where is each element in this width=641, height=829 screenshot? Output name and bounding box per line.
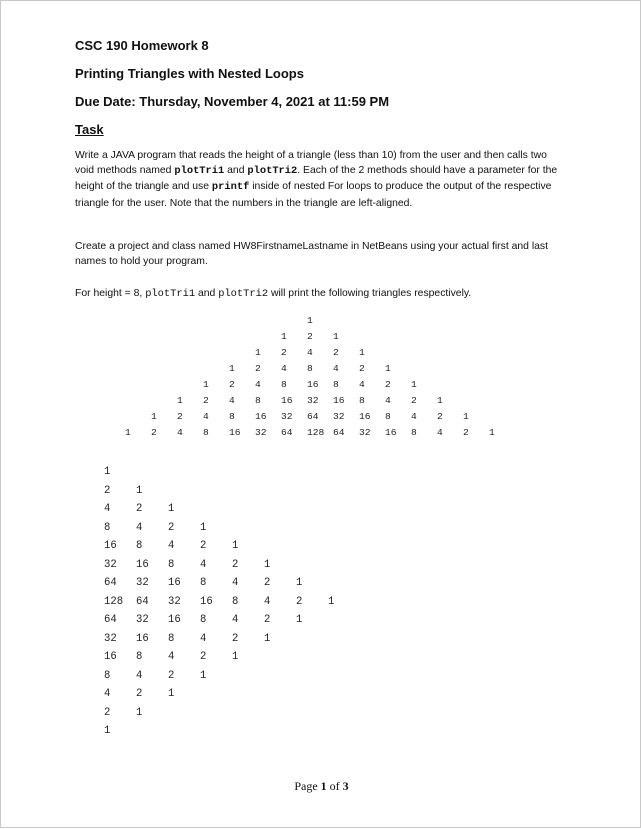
triangle-one-number: 16 xyxy=(359,411,371,422)
triangle-two-number: 1 xyxy=(200,670,207,682)
para3-text-b: and xyxy=(195,288,219,299)
footer-page-label: Page xyxy=(294,779,321,793)
triangle-one-number: 64 xyxy=(333,427,345,438)
triangle-one-number: 32 xyxy=(359,427,371,438)
triangle-one-number: 64 xyxy=(281,427,293,438)
triangle-two-number: 8 xyxy=(104,670,111,682)
triangle-two-number: 1 xyxy=(232,651,239,663)
triangle-two-number: 4 xyxy=(232,577,239,589)
triangle-one-number: 32 xyxy=(333,411,345,422)
project-paragraph: Create a project and class named HW8FirstnameLastname in NetBeans using your actual first and last names to hold your program. xyxy=(75,241,549,268)
triangle-one-number: 1 xyxy=(385,363,391,374)
triangle-one-number: 8 xyxy=(359,395,365,406)
triangle-two-number: 8 xyxy=(200,614,207,626)
triangle-one-number: 16 xyxy=(255,411,267,422)
assignment-title: Printing Triangles with Nested Loops xyxy=(75,66,304,81)
page-footer xyxy=(1,779,641,794)
method-name-plottri1: plotTri1 xyxy=(174,165,225,178)
triangle-one-number: 16 xyxy=(229,427,241,438)
footer-page-number: 1 xyxy=(320,779,327,793)
triangle-two-number: 32 xyxy=(104,559,117,571)
triangle-two-number: 64 xyxy=(104,614,117,626)
triangle-two-number: 32 xyxy=(136,614,149,626)
triangle-two-number: 1 xyxy=(264,559,271,571)
para1-text-b: and xyxy=(224,165,248,177)
triangle-one-number: 2 xyxy=(437,411,443,422)
para1-text-a: Write a JAVA program that reads the height of a triangle (less than 10) from the user and then calls two void methods named xyxy=(75,150,547,177)
triangle-one-number: 2 xyxy=(281,347,287,358)
triangle-one-number: 4 xyxy=(255,379,261,390)
triangle-two-number: 8 xyxy=(136,540,143,552)
triangle-one-number: 2 xyxy=(151,427,157,438)
triangle-two-number: 1 xyxy=(136,485,143,497)
triangle-one-number: 2 xyxy=(203,395,209,406)
triangle-two-number: 16 xyxy=(104,651,117,663)
para1-text-d: inside of nested For loops to produce the output of the respective triangle for the user. Note that the numbers in the triangle are left-aligned. xyxy=(75,181,552,209)
triangle-two-number: 8 xyxy=(200,577,207,589)
triangle-one-number: 32 xyxy=(307,395,319,406)
triangle-one-number: 2 xyxy=(463,427,469,438)
triangle-two-number: 32 xyxy=(168,596,181,608)
triangle-two-number: 8 xyxy=(168,559,175,571)
method-ref-plottri1: plotTri1 xyxy=(145,288,196,300)
triangle-two-number: 1 xyxy=(328,596,335,608)
printf-keyword: printf xyxy=(211,181,250,194)
triangle-one-number: 8 xyxy=(333,379,339,390)
triangle-two-number: 32 xyxy=(104,633,117,645)
triangle-two-number: 4 xyxy=(200,633,207,645)
triangle-one-number: 4 xyxy=(177,427,183,438)
triangle-one-number: 16 xyxy=(385,427,397,438)
triangle-one-number: 2 xyxy=(385,379,391,390)
triangle-one-number: 1 xyxy=(411,379,417,390)
triangle-two-number: 1 xyxy=(168,503,175,515)
triangle-two-number: 32 xyxy=(136,577,149,589)
triangle-one-number: 16 xyxy=(307,379,319,390)
triangle-one-number: 2 xyxy=(411,395,417,406)
triangle-two-number: 2 xyxy=(168,522,175,534)
triangle-one-number: 1 xyxy=(333,331,339,342)
triangle-one-number: 1 xyxy=(151,411,157,422)
triangle-one-number: 4 xyxy=(411,411,417,422)
para3-text-c: will print the following triangles respectively. xyxy=(268,288,472,299)
triangle-two-number: 1 xyxy=(136,707,143,719)
task-heading: Task xyxy=(75,122,104,137)
triangle-two-number: 128 xyxy=(104,596,124,608)
triangle-one-number: 1 xyxy=(489,427,495,438)
triangle-one-number: 2 xyxy=(307,331,313,342)
triangle-two-number: 4 xyxy=(104,503,111,515)
triangle-one-number: 4 xyxy=(437,427,443,438)
triangle-two-number: 8 xyxy=(168,633,175,645)
triangle-one-number: 4 xyxy=(385,395,391,406)
triangle-two-number: 2 xyxy=(136,688,143,700)
triangle-two-number: 4 xyxy=(136,670,143,682)
triangle-one-number: 4 xyxy=(359,379,365,390)
triangle-two-number: 4 xyxy=(104,688,111,700)
triangle-two-number: 2 xyxy=(264,577,271,589)
triangle-two-number: 2 xyxy=(136,503,143,515)
triangle-two-number: 2 xyxy=(200,540,207,552)
triangle-one-number: 64 xyxy=(307,411,319,422)
triangle-one-number: 8 xyxy=(307,363,313,374)
triangle-two-number: 1 xyxy=(168,688,175,700)
triangle-two-output xyxy=(1,1,641,829)
triangle-two-number: 2 xyxy=(296,596,303,608)
triangle-one-number: 128 xyxy=(307,427,325,438)
para1-text-c: . Each of the 2 methods should have a parameter for the height of the triangle and use xyxy=(75,165,558,193)
triangle-one-number: 2 xyxy=(229,379,235,390)
triangle-two-number: 2 xyxy=(232,633,239,645)
triangle-one-number: 16 xyxy=(333,395,345,406)
footer-page-total: 3 xyxy=(342,779,349,793)
triangle-two-number: 2 xyxy=(104,707,111,719)
triangle-one-number: 1 xyxy=(177,395,183,406)
triangle-two-number: 2 xyxy=(264,614,271,626)
triangle-two-number: 8 xyxy=(104,522,111,534)
triangle-one-number: 8 xyxy=(411,427,417,438)
triangle-one-number: 8 xyxy=(203,427,209,438)
triangle-two-number: 1 xyxy=(200,522,207,534)
triangle-two-number: 1 xyxy=(232,540,239,552)
triangle-two-number: 1 xyxy=(264,633,271,645)
triangle-one-number: 1 xyxy=(437,395,443,406)
triangle-two-number: 2 xyxy=(104,485,111,497)
triangle-one-number: 8 xyxy=(385,411,391,422)
triangle-two-number: 16 xyxy=(168,614,181,626)
para3-text-a: For height = 8, xyxy=(75,288,146,299)
triangle-one-number: 4 xyxy=(333,363,339,374)
triangle-two-number: 4 xyxy=(168,651,175,663)
triangle-one-number: 1 xyxy=(203,379,209,390)
triangle-one-number: 1 xyxy=(359,347,365,358)
triangle-two-number: 4 xyxy=(136,522,143,534)
triangle-two-number: 4 xyxy=(200,559,207,571)
triangle-two-number: 1 xyxy=(104,725,111,737)
triangle-two-number: 4 xyxy=(232,614,239,626)
due-date: Due Date: Thursday, November 4, 2021 at 11:59 PM xyxy=(75,94,390,109)
triangle-two-number: 4 xyxy=(264,596,271,608)
triangle-two-number: 4 xyxy=(168,540,175,552)
triangle-one-number: 32 xyxy=(281,411,293,422)
triangle-one-number: 1 xyxy=(229,363,235,374)
triangle-one-number: 8 xyxy=(255,395,261,406)
triangle-two-number: 2 xyxy=(168,670,175,682)
triangle-two-number: 16 xyxy=(136,559,149,571)
triangle-one-number: 8 xyxy=(281,379,287,390)
triangle-two-number: 16 xyxy=(200,596,213,608)
triangle-one-number: 2 xyxy=(177,411,183,422)
triangle-one-number: 1 xyxy=(463,411,469,422)
triangle-two-number: 1 xyxy=(296,577,303,589)
triangle-one-number: 4 xyxy=(281,363,287,374)
triangle-one-number: 16 xyxy=(281,395,293,406)
method-name-plottri2: plotTri2 xyxy=(247,165,298,178)
triangle-one-number: 1 xyxy=(255,347,261,358)
triangle-two-number: 1 xyxy=(104,466,111,478)
triangle-one-number: 2 xyxy=(359,363,365,374)
triangle-one-number: 8 xyxy=(229,411,235,422)
triangle-one-number: 1 xyxy=(125,427,131,438)
triangle-two-number: 16 xyxy=(136,633,149,645)
triangle-one-number: 4 xyxy=(307,347,313,358)
triangle-two-number: 8 xyxy=(232,596,239,608)
triangle-two-number: 64 xyxy=(104,577,117,589)
method-ref-plottri2: plotTri2 xyxy=(218,288,269,300)
triangle-one-number: 1 xyxy=(281,331,287,342)
triangle-two-number: 2 xyxy=(200,651,207,663)
triangle-one-number: 1 xyxy=(307,315,313,326)
triangle-two-number: 16 xyxy=(168,577,181,589)
triangle-one-number: 4 xyxy=(203,411,209,422)
triangle-two-number: 2 xyxy=(232,559,239,571)
triangle-one-number: 4 xyxy=(229,395,235,406)
course-title: CSC 190 Homework 8 xyxy=(75,38,209,53)
triangle-one-number: 2 xyxy=(333,347,339,358)
triangle-two-number: 8 xyxy=(136,651,143,663)
triangle-two-number: 16 xyxy=(104,540,117,552)
triangle-two-number: 1 xyxy=(296,614,303,626)
triangle-one-number: 32 xyxy=(255,427,267,438)
footer-of-label: of xyxy=(326,779,343,793)
triangle-two-number: 64 xyxy=(136,596,149,608)
triangle-one-number: 2 xyxy=(255,363,261,374)
